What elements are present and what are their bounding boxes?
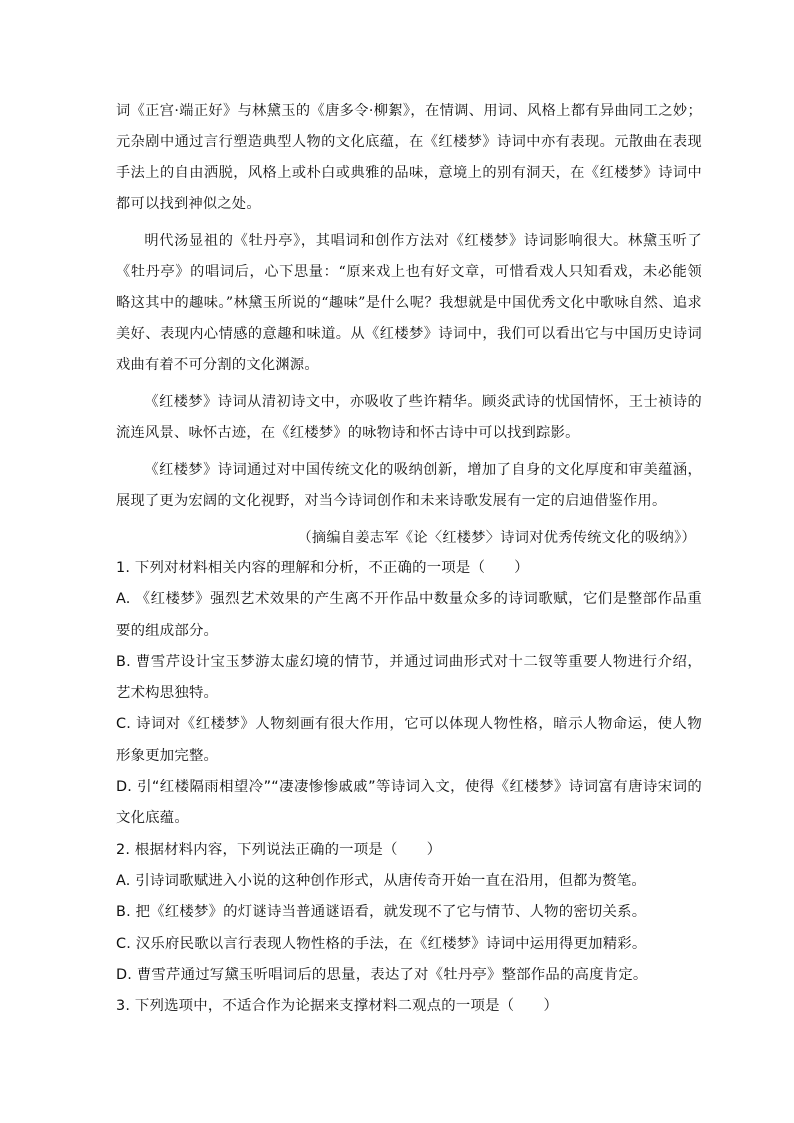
question-1 [116, 553, 702, 835]
question-stem: 3. 下列选项中，不适合作为论据来支撑材料二观点的一项是（ ） [116, 998, 559, 1015]
passage-source: （摘编自姜志军《论〈红楼梦〉诗词对优秀传统文化的吸纳》） [297, 530, 696, 546]
question-stem: 1. 下列对材料相关内容的理解和分析，不正确的一项是（ ） [116, 560, 529, 576]
passage-paragraph: 词《正宫·端正好》与林黛玉的《唐多令·柳絮》，在情调、用词、风格上都有异曲同工之妙；元杂剧中通过言行塑造典型人物的文化底蕴，在《红楼梦》诗词中亦有表现。元散曲在表现手法上的自由洒脱，风格上或朴白或典雅的品味，意境上的别有洞天，在《红楼梦》诗词中都可以找到神似之处。 [116, 103, 702, 212]
question-option: D. 引“红楼隔雨相望冷”“凄凄惨惨戚戚”等诗词入文，使得《红楼梦》诗词富有唐诗宋词的文化底蕴。 [116, 779, 702, 827]
question-3 [116, 991, 702, 1022]
question-2 [116, 835, 702, 991]
question-option: C. 汉乐府民歌以言行表现人物性格的手法，在《红楼梦》诗词中运用得更加精彩。 [116, 935, 647, 952]
question-stem: 2. 根据材料内容，下列说法正确的一项是（ ） [116, 841, 442, 858]
question-option: C. 诗词对《红楼梦》人物刻画有很大作用，它可以体现人物性格，暗示人物命运，使人物形象更加完整。 [116, 716, 702, 764]
question-list [116, 553, 702, 1022]
question-option: A. 引诗词歌赋进入小说的这种创作形式，从唐传奇开始一直在沿用，但都为赘笔。 [116, 872, 647, 889]
question-option: B. 曹雪芹设计宝玉梦游太虚幻境的情节，并通过词曲形式对十二钗等重要人物进行介绍，艺术构思独特。 [116, 653, 702, 702]
passage-paragraph: 《红楼梦》诗词从清初诗文中，亦吸收了些许精华。顾炎武诗的忧国情怀，王士祯诗的流连风景、咏怀古迹，在《红楼梦》的咏物诗和怀古诗中可以找到踪影。 [116, 394, 702, 441]
question-option: B. 把《红楼梦》的灯谜诗当普通谜语看，就发现不了它与情节、人物的密切关系。 [116, 904, 647, 921]
passage-paragraph: 《红楼梦》诗词通过对中国传统文化的吸纳创新，增加了自身的文化厚度和审美蕴涵，展现了更为宏阔的文化视野，对当今诗词创作和未来诗歌发展有一定的启迪借鉴作用。 [116, 462, 702, 509]
passage-paragraph: 明代汤显祖的《牡丹亭》，其唱词和创作方法对《红楼梦》诗词影响很大。林黛玉听了《牡丹亭》的唱词后，心下思量：“原来戏上也有好文章，可惜看戏人只知看戏，未必能领略这其中的趣味。”林黛玉所说的“趣味”是什么呢？我想就是中国优秀文化中歌咏自然、追求美好、表现内心情感的意趣和味道。从《红楼梦》诗词中，我们可以看出它与中国历史诗词戏曲有着不可分割的文化渊源。 [116, 233, 702, 373]
reading-passage [116, 96, 702, 554]
question-option: A. 《红楼梦》强烈艺术效果的产生离不开作品中数量众多的诗词歌赋，它们是整部作品重要的组成部分。 [116, 591, 702, 639]
question-option: D. 曹雪芹通过写黛玉听唱词后的思量，表达了对《牡丹亭》整部作品的高度肯定。 [116, 966, 648, 983]
